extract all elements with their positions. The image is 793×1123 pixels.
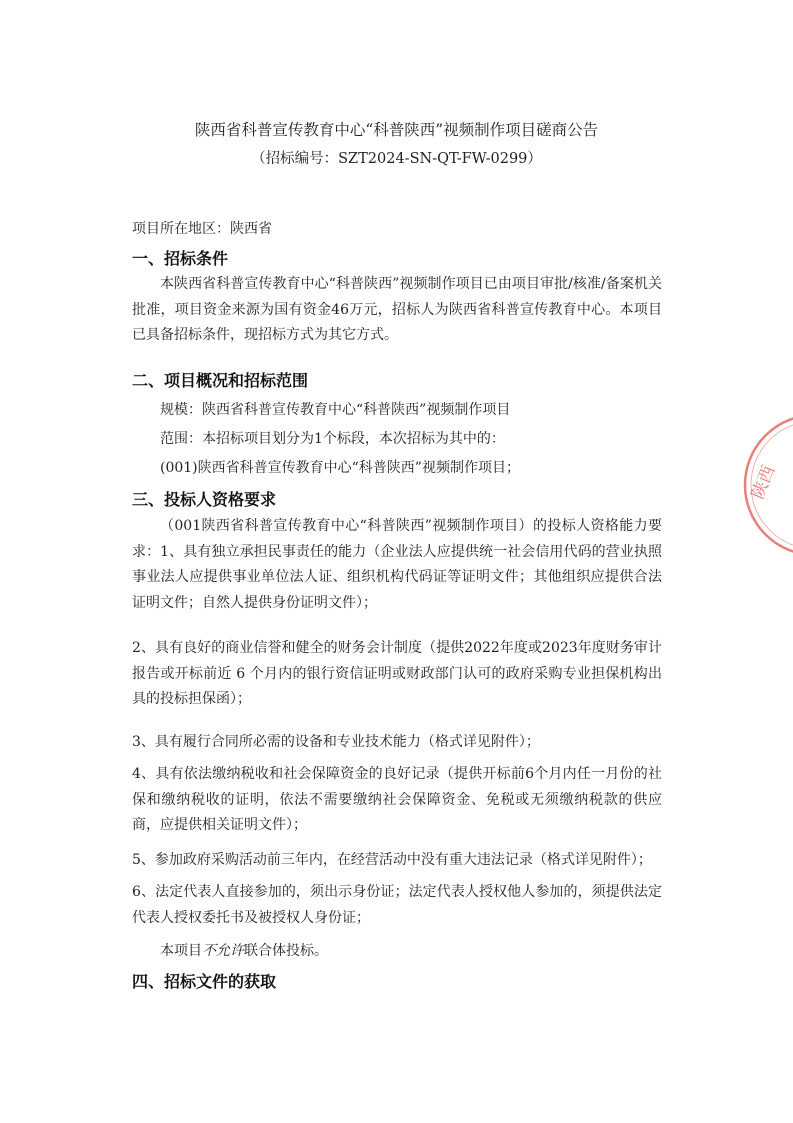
qualification-item-5: 5、参加政府采购活动前三年内，在经营活动中没有重大违法记录（格式详见附件）； <box>132 852 652 868</box>
project-scope: 范围：本招标项目划分为1个标段，本次招标为其中的： <box>160 431 505 447</box>
qualification-item-4: 4、具有依法缴纳税收和社会保障资金的良好记录（提供开标前6个月内任一月份的社保和缴纳税收的证明，依法不需要缴纳社会保障资金、免税或无须缴纳税款的供应商，应提供相关证明文件）； <box>132 766 662 833</box>
consortium-prefix: 本项目 <box>160 943 202 959</box>
qualification-item-3: 3、具有履行合同所必需的设备和专业技术能力（格式详见附件）； <box>132 734 540 750</box>
consortium-emphasis: 不允许 <box>202 943 244 959</box>
section-2-heading: 二、项目概况和招标范围 <box>132 371 309 390</box>
project-lot: (001)陕西省科普宣传教育中心“科普陕西”视频制作项目； <box>160 460 520 476</box>
tender-number: （招标编号：SZT2024-SN-QT-FW-0299） <box>251 151 542 167</box>
qualification-item-6: 6、法定代表人直接参加的，须出示身份证；法定代表人授权他人参加的，须提供法定代表人授权委托书及被授权人身份证； <box>132 884 662 926</box>
consortium-suffix: 联合体投标。 <box>244 943 328 959</box>
project-region: 项目所在地区：陕西省 <box>132 221 272 237</box>
consortium-note <box>160 940 328 960</box>
section-1-heading: 一、招标条件 <box>132 249 229 268</box>
document-title: 陕西省科普宣传教育中心“科普陕西”视频制作项目磋商公告 <box>194 121 599 139</box>
qualification-item-2: 2、具有良好的商业信誉和健全的财务会计制度（提供2022年度或2023年度财务审计报告或开标前近 6 个月内的银行资信证明或财政部门认可的政府采购专业担保机构出具的投标担保函）； <box>132 640 662 707</box>
project-scale: 规模：陕西省科普宣传教育中心“科普陕西”视频制作项目 <box>160 402 511 418</box>
official-seal-stamp <box>740 410 793 560</box>
section-4-heading: 四、招标文件的获取 <box>132 972 277 991</box>
seal-text: 陕西 <box>748 462 780 502</box>
section-3-heading: 三、投标人资格要求 <box>132 490 277 509</box>
qualification-intro: （001陕西省科普宣传教育中心“科普陕西”视频制作项目）的投标人资格能力要求：1、具有独立承担民事责任的能力（企业法人应提供统一社会信用代码的营业执照 事业法人应提供事业单位法人证、组织机构代码证等证明文件；其他组织应提供合法证明文件；自然人提供身份证明文件）； <box>132 518 662 611</box>
section-1-paragraph: 本陕西省科普宣传教育中心“科普陕西”视频制作项目已由项目审批/核准/备案机关批准，项目资金来源为国有资金46万元，招标人为陕西省科普宣传教育中心。本项目已具备招标条件，现招标方式为其它方式。 <box>132 276 662 343</box>
